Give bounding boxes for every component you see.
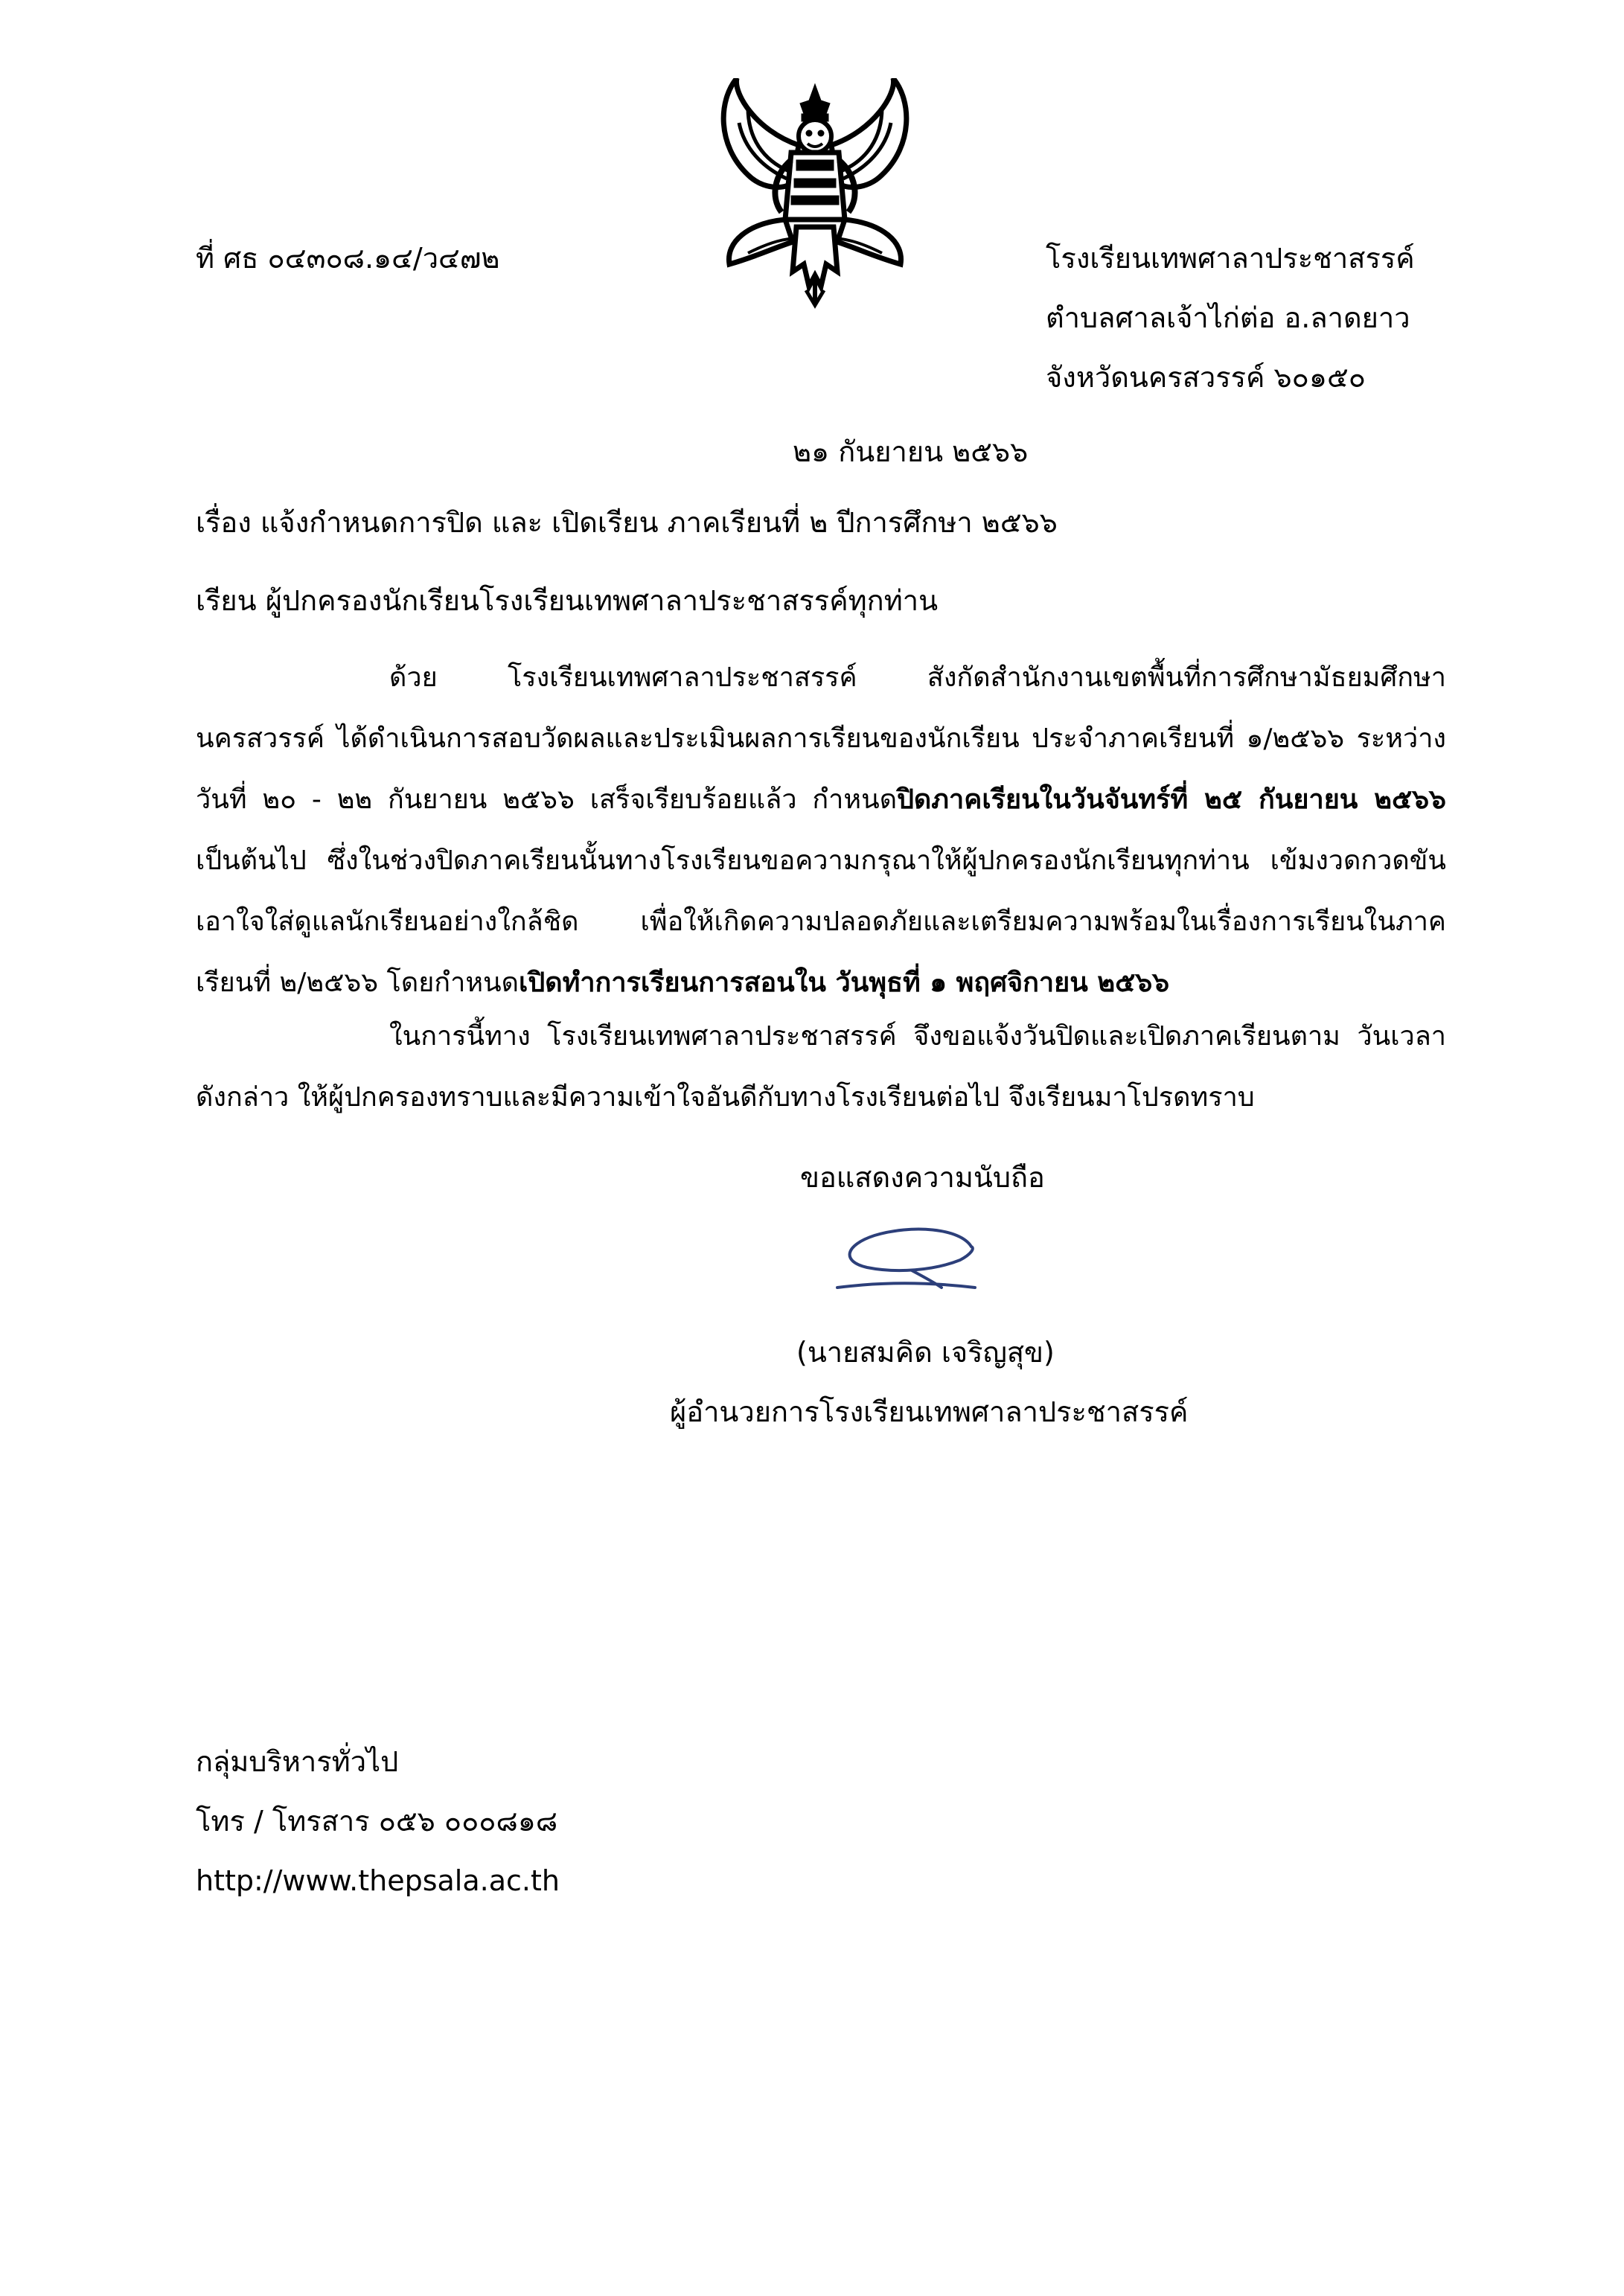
- garuda-emblem-icon: [703, 78, 927, 309]
- school-subdistrict: ตำบลศาลเจ้าไก่ต่อ อ.ลาดยาว: [1046, 301, 1410, 334]
- school-province: จังหวัดนครสวรรค์ ๖๐๑๕๐: [1046, 361, 1366, 394]
- body-paragraph-2: [196, 1006, 1446, 1128]
- body-paragraph-1: [196, 647, 1446, 1014]
- footer-phone: โทร / โทรสาร ๐๕๖ ๐๐๐๘๑๘: [196, 1805, 558, 1838]
- body-text: เป็นต้นไป ซึ่งในช่วงปิดภาคเรียนนั้นทางโรงเรียนขอความกรุณาให้ผู้ปกครองนักเรียนทุกท่าน เข้มงวดกวดขัน เอาใจใส่ดูแลนักเรียนอย่างใกล้ชิด เพื่อให้เกิดความปลอดภัยและเตรียมความพร้อมในเรื่องการเรียนในภาคเรียนที่ ๒/๒๕๖๖ โดยกำหนด: [196, 845, 1446, 998]
- footer-website[interactable]: http://www.thepsala.ac.th: [196, 1864, 560, 1897]
- signatory-name: (นายสมคิด เจริญสุข): [796, 1336, 1055, 1369]
- handwritten-signature-icon: [822, 1217, 986, 1306]
- opening-date-highlight: เปิดทำการเรียนการสอนใน วันพุธที่ ๑ พฤศจิกายน ๒๕๖๖: [519, 968, 1170, 998]
- body-text: ในการนี้ทาง โรงเรียนเทพศาลาประชาสรรค์ จึงขอแจ้งวันปิดและเปิดภาคเรียนตาม วันเวลาดังกล่าว ให้ผู้ปกครองทราบและมีความเข้าใจอันดีกับทางโรงเรียนต่อไป จึงเรียนมาโปรดทราบ: [196, 1021, 1446, 1113]
- letter-salutation: เรียน ผู้ปกครองนักเรียนโรงเรียนเทพศาลาประชาสรรค์ทุกท่าน: [196, 584, 939, 617]
- letter-date: ๒๑ กันยายน ๒๕๖๖: [793, 435, 1029, 468]
- signatory-position: ผู้อำนวยการโรงเรียนเทพศาลาประชาสรรค์: [670, 1395, 1189, 1428]
- footer-department: กลุ่มบริหารทั่วไป: [196, 1745, 399, 1778]
- body-text: ด้วย โรงเรียนเทพศาลาประชาสรรค์ สังกัดสำนักงานเขตพื้นที่การศึกษามัธยมศึกษานครสวรรค์ ได้ดำเนินการสอบวัดผลและประเมินผลการเรียนของนักเรียน ประจำภาคเรียนที่ ๑/๒๕๖๖ ระหว่างวันที่ ๒๐ - ๒๒ กันยายน ๒๕๖๖ เสร็จเรียบร้อยแล้ว กำหนด: [196, 662, 1446, 815]
- closing-date-highlight: ปิดภาคเรียนในวันจันทร์ที่ ๒๕ กันยายน ๒๕๖๖: [897, 784, 1446, 815]
- letter-subject: เรื่อง แจ้งกำหนดการปิด และ เปิดเรียน ภาคเรียนที่ ๒ ปีการศึกษา ๒๕๖๖: [196, 506, 1058, 539]
- school-name: โรงเรียนเทพศาลาประชาสรรค์: [1046, 242, 1415, 275]
- closing-phrase: ขอแสดงความนับถือ: [800, 1161, 1045, 1194]
- reference-number: ที่ ศธ ๐๔๓๐๘.๑๔/ว๔๗๒: [196, 242, 500, 275]
